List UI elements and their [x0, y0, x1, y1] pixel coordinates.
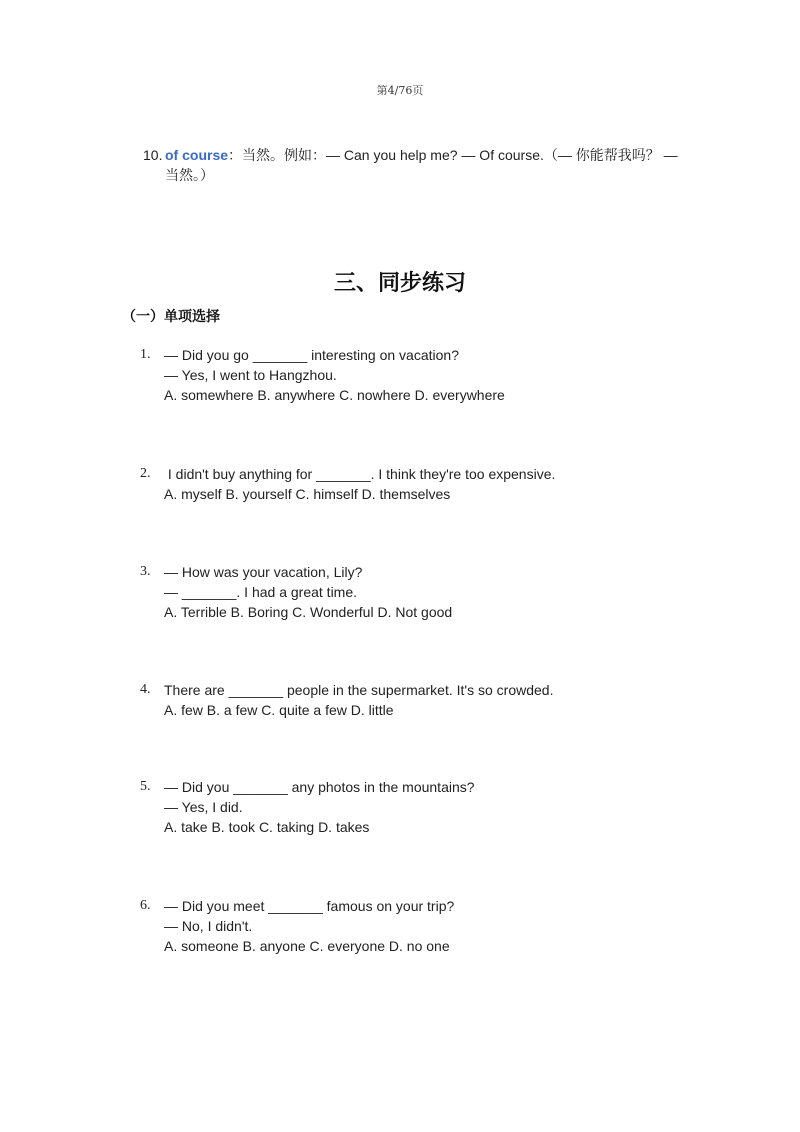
subsection-title: （一）单项选择: [122, 309, 220, 325]
question-2: [140, 464, 700, 504]
vocab-definition-cont: 当然。）: [165, 167, 214, 183]
question-line: — No, I didn't.: [164, 918, 253, 934]
question-stem: I didn't buy anything for _______. I think they're too expensive.: [164, 466, 556, 482]
question-1: [140, 345, 700, 405]
question-stem: — How was your vacation, Lily?: [164, 564, 363, 580]
vocab-number: 10.: [143, 147, 163, 163]
question-number: 6.: [140, 898, 151, 913]
vocab-item: [143, 145, 688, 185]
question-number: 1.: [140, 347, 151, 362]
question-stem: — Did you meet _______ famous on your trip?: [164, 898, 455, 914]
question-6: [140, 896, 700, 956]
question-stem: — Did you _______ any photos in the mountains?: [164, 779, 475, 795]
question-line: — Yes, I went to Hangzhou.: [164, 367, 337, 383]
question-options: A. myself B. yourself C. himself D. themselves: [164, 486, 451, 502]
question-3: [140, 562, 700, 622]
question-number: 3.: [140, 564, 151, 579]
question-options: A. few B. a few C. quite a few D. little: [164, 702, 394, 718]
question-5: [140, 777, 700, 837]
question-stem: There are _______ people in the supermarket. It's so crowded.: [164, 682, 554, 698]
question-number: 4.: [140, 682, 151, 697]
question-options: A. someone B. anyone C. everyone D. no one: [164, 938, 450, 954]
vocab-definition: ：当然。例如：— Can you help me? — Of course.（— 你能帮我吗？ —: [228, 147, 678, 163]
question-4: [140, 680, 700, 720]
question-options: A. Terrible B. Boring C. Wonderful D. Not good: [164, 604, 453, 620]
question-number: 5.: [140, 779, 151, 794]
section-title: 三、同步练习: [333, 271, 466, 296]
question-line: — _______. I had a great time.: [164, 584, 358, 600]
question-options: A. somewhere B. anywhere C. nowhere D. everywhere: [164, 387, 505, 403]
question-stem: — Did you go _______ interesting on vacation?: [164, 347, 459, 363]
vocab-body: [165, 145, 688, 185]
vocab-term: of course: [165, 147, 229, 163]
question-options: A. take B. took C. taking D. takes: [164, 819, 370, 835]
page-number: 第4/76页: [376, 84, 424, 97]
question-number: 2.: [140, 466, 151, 481]
question-line: — Yes, I did.: [164, 799, 243, 815]
